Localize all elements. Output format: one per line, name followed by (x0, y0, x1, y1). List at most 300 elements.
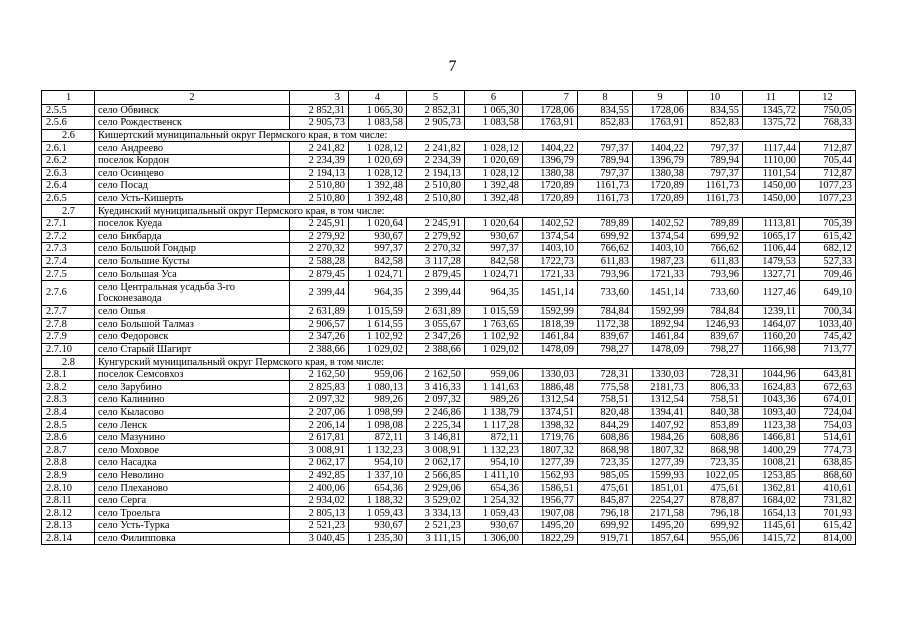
value-cell: 1886,48 (523, 381, 578, 394)
table-row (42, 268, 856, 281)
table-row (42, 431, 856, 444)
value-cell: 797,37 (688, 142, 743, 155)
tariff-table (41, 90, 856, 545)
value-cell: 1077,23 (800, 192, 856, 205)
row-code: 2.8.10 (42, 482, 95, 495)
settlement-name: поселок Куеда (95, 217, 290, 230)
value-cell: 2 225,34 (407, 419, 465, 432)
row-code: 2.5.5 (42, 104, 95, 117)
value-cell: 852,83 (688, 117, 743, 130)
row-code: 2.8.8 (42, 457, 95, 470)
settlement-name: село Федоровск (95, 331, 290, 344)
value-cell: 2 062,17 (290, 457, 349, 470)
value-cell: 2 510,80 (290, 192, 349, 205)
value-cell: 1 080,13 (349, 381, 407, 394)
value-cell: 2 241,82 (407, 142, 465, 155)
section-code: 2.7 (42, 205, 95, 218)
row-code: 2.8.12 (42, 507, 95, 520)
value-cell: 1984,26 (633, 431, 688, 444)
value-cell: 1160,20 (743, 331, 800, 344)
value-cell: 964,35 (349, 280, 407, 305)
section-title: Кунгурский муниципальный округ Пермского края, в том числе: (95, 356, 856, 369)
value-cell: 1720,89 (523, 192, 578, 205)
value-cell: 1106,44 (743, 243, 800, 256)
row-code: 2.7.4 (42, 255, 95, 268)
value-cell: 1 102,92 (349, 331, 407, 344)
value-cell: 1400,29 (743, 444, 800, 457)
settlement-name: село Андреево (95, 142, 290, 155)
value-cell: 672,63 (800, 381, 856, 394)
section-row (42, 205, 856, 218)
value-cell: 793,96 (578, 268, 633, 281)
value-cell: 475,61 (688, 482, 743, 495)
value-cell: 768,33 (800, 117, 856, 130)
value-cell: 615,42 (800, 520, 856, 533)
value-cell: 699,92 (578, 520, 633, 533)
value-cell: 1451,14 (523, 280, 578, 305)
value-cell: 839,67 (578, 331, 633, 344)
value-cell: 2 400,06 (290, 482, 349, 495)
value-cell: 1396,79 (633, 154, 688, 167)
table-row (42, 117, 856, 130)
settlement-name: поселок Семсовхоз (95, 368, 290, 381)
value-cell: 2171,58 (633, 507, 688, 520)
value-cell: 955,06 (688, 532, 743, 545)
value-cell: 701,93 (800, 507, 856, 520)
value-cell: 1 020,69 (465, 154, 523, 167)
value-cell: 2 194,13 (407, 167, 465, 180)
table-row (42, 520, 856, 533)
value-cell: 750,05 (800, 104, 856, 117)
value-cell: 731,82 (800, 494, 856, 507)
value-cell: 1113,81 (743, 217, 800, 230)
table-row (42, 217, 856, 230)
value-cell: 674,01 (800, 394, 856, 407)
value-cell: 2 510,80 (290, 180, 349, 193)
value-cell: 699,92 (688, 520, 743, 533)
row-code: 2.8.9 (42, 469, 95, 482)
value-cell: 712,87 (800, 142, 856, 155)
value-cell: 1145,61 (743, 520, 800, 533)
row-code: 2.6.1 (42, 142, 95, 155)
value-cell: 649,10 (800, 280, 856, 305)
value-cell: 1720,89 (523, 180, 578, 193)
value-cell: 845,87 (578, 494, 633, 507)
value-cell: 964,35 (465, 280, 523, 305)
value-cell: 919,71 (578, 532, 633, 545)
value-cell: 1239,11 (743, 305, 800, 318)
value-cell: 2 206,14 (290, 419, 349, 432)
settlement-name: село Зарубино (95, 381, 290, 394)
value-cell: 712,87 (800, 167, 856, 180)
value-cell: 2 879,45 (407, 268, 465, 281)
value-cell: 1956,77 (523, 494, 578, 507)
value-cell: 514,61 (800, 431, 856, 444)
value-cell: 728,31 (578, 368, 633, 381)
value-cell: 1 411,10 (465, 469, 523, 482)
value-cell: 2 241,82 (290, 142, 349, 155)
value-cell: 1043,36 (743, 394, 800, 407)
value-cell: 1380,38 (633, 167, 688, 180)
value-cell: 997,37 (349, 243, 407, 256)
value-cell: 814,00 (800, 532, 856, 545)
row-code: 2.8.3 (42, 394, 95, 407)
value-cell: 1065,17 (743, 230, 800, 243)
value-cell: 1166,98 (743, 343, 800, 356)
row-code: 2.7.1 (42, 217, 95, 230)
value-cell: 1461,84 (633, 331, 688, 344)
value-cell: 1 117,28 (465, 419, 523, 432)
value-cell: 1161,73 (578, 180, 633, 193)
value-cell: 954,10 (349, 457, 407, 470)
value-cell: 3 334,13 (407, 507, 465, 520)
value-cell: 2 347,26 (290, 331, 349, 344)
value-cell: 1 065,30 (465, 104, 523, 117)
value-cell: 2 852,31 (290, 104, 349, 117)
value-cell: 1 029,02 (349, 343, 407, 356)
row-code: 2.7.5 (42, 268, 95, 281)
value-cell: 1461,84 (523, 331, 578, 344)
value-cell: 1374,54 (523, 230, 578, 243)
settlement-name: село Большая Уса (95, 268, 290, 281)
value-cell: 1450,00 (743, 180, 800, 193)
column-header: 7 (523, 91, 578, 105)
value-cell: 1407,92 (633, 419, 688, 432)
settlement-name: село Мазунино (95, 431, 290, 444)
value-cell: 2 521,23 (407, 520, 465, 533)
value-cell: 1 029,02 (465, 343, 523, 356)
value-cell: 1374,54 (633, 230, 688, 243)
value-cell: 1 132,23 (465, 444, 523, 457)
value-cell: 3 111,15 (407, 532, 465, 545)
value-cell: 1110,00 (743, 154, 800, 167)
value-cell: 699,92 (578, 230, 633, 243)
value-cell: 1 059,43 (465, 507, 523, 520)
table-row (42, 507, 856, 520)
row-code: 2.6.3 (42, 167, 95, 180)
value-cell: 2 934,02 (290, 494, 349, 507)
value-cell: 1 028,12 (465, 167, 523, 180)
settlement-name: село Калинино (95, 394, 290, 407)
settlement-name: село Большой Гондыр (95, 243, 290, 256)
value-cell: 709,46 (800, 268, 856, 281)
value-cell: 2 521,23 (290, 520, 349, 533)
table-row (42, 457, 856, 470)
value-cell: 840,38 (688, 406, 743, 419)
value-cell: 872,11 (465, 431, 523, 444)
value-cell: 1654,13 (743, 507, 800, 520)
table-row (42, 192, 856, 205)
value-cell: 930,67 (465, 520, 523, 533)
row-code: 2.8.13 (42, 520, 95, 533)
value-cell: 1077,23 (800, 180, 856, 193)
value-cell: 3 416,33 (407, 381, 465, 394)
value-cell: 527,33 (800, 255, 856, 268)
value-cell: 789,89 (688, 217, 743, 230)
settlement-name: село Большие Кусты (95, 255, 290, 268)
value-cell: 1722,73 (523, 255, 578, 268)
value-cell: 930,67 (349, 520, 407, 533)
settlement-name: поселок Кордон (95, 154, 290, 167)
value-cell: 797,37 (688, 167, 743, 180)
row-code: 2.8.4 (42, 406, 95, 419)
section-code: 2.6 (42, 129, 95, 142)
value-cell: 1907,08 (523, 507, 578, 520)
value-cell: 2 270,32 (290, 243, 349, 256)
section-row (42, 356, 856, 369)
value-cell: 1 020,64 (465, 217, 523, 230)
value-cell: 654,36 (465, 482, 523, 495)
value-cell: 410,61 (800, 482, 856, 495)
table-row (42, 419, 856, 432)
row-code: 2.8.11 (42, 494, 95, 507)
value-cell: 1404,22 (633, 142, 688, 155)
column-header: 10 (688, 91, 743, 105)
value-cell: 1822,29 (523, 532, 578, 545)
value-cell: 784,84 (578, 305, 633, 318)
value-cell: 2 852,31 (407, 104, 465, 117)
table-row (42, 331, 856, 344)
column-header: 9 (633, 91, 688, 105)
value-cell: 1 028,12 (349, 167, 407, 180)
column-header: 11 (743, 91, 800, 105)
value-cell: 1402,52 (633, 217, 688, 230)
value-cell: 1 392,48 (349, 180, 407, 193)
column-header: 6 (465, 91, 523, 105)
value-cell: 1022,05 (688, 469, 743, 482)
value-cell: 1624,83 (743, 381, 800, 394)
settlement-name: село Филипповка (95, 532, 290, 545)
value-cell: 728,31 (688, 368, 743, 381)
value-cell: 699,92 (688, 230, 743, 243)
table-row (42, 305, 856, 318)
value-cell: 1721,33 (633, 268, 688, 281)
value-cell: 1330,03 (523, 368, 578, 381)
settlement-name: село Большой Талмаз (95, 318, 290, 331)
value-cell: 3 008,91 (290, 444, 349, 457)
value-cell: 3 008,91 (407, 444, 465, 457)
value-cell: 2 234,39 (290, 154, 349, 167)
value-cell: 1362,81 (743, 482, 800, 495)
value-cell: 1720,89 (633, 192, 688, 205)
value-cell: 1277,39 (633, 457, 688, 470)
value-cell: 2 279,92 (407, 230, 465, 243)
value-cell: 611,83 (688, 255, 743, 268)
value-cell: 1 083,58 (465, 117, 523, 130)
value-cell: 1 102,92 (465, 331, 523, 344)
settlement-name: село Усть-Турка (95, 520, 290, 533)
table-row (42, 469, 856, 482)
value-cell: 853,89 (688, 419, 743, 432)
row-code: 2.7.3 (42, 243, 95, 256)
settlement-name: село Насадка (95, 457, 290, 470)
value-cell: 997,37 (465, 243, 523, 256)
value-cell: 1478,09 (523, 343, 578, 356)
settlement-name: село Обвинск (95, 104, 290, 117)
value-cell: 2 162,50 (290, 368, 349, 381)
value-cell: 868,60 (800, 469, 856, 482)
value-cell: 705,39 (800, 217, 856, 230)
value-cell: 682,12 (800, 243, 856, 256)
settlement-name: село Центральная усадьба 3-го Госконезавода (95, 280, 290, 305)
table-row (42, 406, 856, 419)
value-cell: 1 141,63 (465, 381, 523, 394)
value-cell: 1592,99 (523, 305, 578, 318)
table-row (42, 532, 856, 545)
value-cell: 930,67 (349, 230, 407, 243)
value-cell: 1857,64 (633, 532, 688, 545)
value-cell: 2 097,32 (290, 394, 349, 407)
table-row (42, 368, 856, 381)
section-title: Кишертский муниципальный округ Пермского края, в том числе: (95, 129, 856, 142)
value-cell: 2 929,06 (407, 482, 465, 495)
value-cell: 3 040,45 (290, 532, 349, 545)
row-code: 2.5.6 (42, 117, 95, 130)
row-code: 2.6.5 (42, 192, 95, 205)
table-row (42, 104, 856, 117)
value-cell: 1 138,79 (465, 406, 523, 419)
value-cell: 745,42 (800, 331, 856, 344)
value-cell: 1403,10 (523, 243, 578, 256)
value-cell: 1586,51 (523, 482, 578, 495)
value-cell: 1033,40 (800, 318, 856, 331)
value-cell: 1127,46 (743, 280, 800, 305)
row-code: 2.7.9 (42, 331, 95, 344)
value-cell: 789,89 (578, 217, 633, 230)
value-cell: 733,60 (578, 280, 633, 305)
table-row (42, 154, 856, 167)
value-cell: 2 399,44 (407, 280, 465, 305)
value-cell: 839,67 (688, 331, 743, 344)
value-cell: 1450,00 (743, 192, 800, 205)
value-cell: 1403,10 (633, 243, 688, 256)
row-code: 2.7.2 (42, 230, 95, 243)
value-cell: 608,86 (688, 431, 743, 444)
value-cell: 2 399,44 (290, 280, 349, 305)
value-cell: 1312,54 (523, 394, 578, 407)
value-cell: 1728,06 (523, 104, 578, 117)
settlement-name: село Кыласово (95, 406, 290, 419)
value-cell: 1562,93 (523, 469, 578, 482)
value-cell: 1 028,12 (349, 142, 407, 155)
value-cell: 1 083,58 (349, 117, 407, 130)
value-cell: 1807,32 (523, 444, 578, 457)
value-cell: 611,83 (578, 255, 633, 268)
settlement-name: село Старый Шагирт (95, 343, 290, 356)
settlement-name: село Посад (95, 180, 290, 193)
value-cell: 797,37 (578, 167, 633, 180)
value-cell: 806,33 (688, 381, 743, 394)
value-cell: 705,44 (800, 154, 856, 167)
page-number: 7 (448, 58, 457, 75)
value-cell: 1851,01 (633, 482, 688, 495)
value-cell: 774,73 (800, 444, 856, 457)
value-cell: 1 132,23 (349, 444, 407, 457)
row-code: 2.7.10 (42, 343, 95, 356)
value-cell: 1375,72 (743, 117, 800, 130)
value-cell: 1161,73 (688, 192, 743, 205)
value-cell: 2181,73 (633, 381, 688, 394)
value-cell: 3 055,67 (407, 318, 465, 331)
column-header: 5 (407, 91, 465, 105)
value-cell: 1987,23 (633, 255, 688, 268)
value-cell: 796,18 (578, 507, 633, 520)
value-cell: 766,62 (578, 243, 633, 256)
row-code: 2.8.2 (42, 381, 95, 394)
value-cell: 1 059,43 (349, 507, 407, 520)
value-cell: 2 492,85 (290, 469, 349, 482)
value-cell: 654,36 (349, 482, 407, 495)
value-cell: 713,77 (800, 343, 856, 356)
value-cell: 1253,85 (743, 469, 800, 482)
value-cell: 2 388,66 (407, 343, 465, 356)
header-row (42, 91, 856, 105)
settlement-name: село Ленск (95, 419, 290, 432)
value-cell: 2 279,92 (290, 230, 349, 243)
column-header: 3 (290, 91, 349, 105)
value-cell: 1720,89 (633, 180, 688, 193)
value-cell: 758,51 (578, 394, 633, 407)
table-row (42, 280, 856, 305)
table-row (42, 494, 856, 507)
value-cell: 959,06 (465, 368, 523, 381)
value-cell: 2 905,73 (407, 117, 465, 130)
value-cell: 2254,27 (633, 494, 688, 507)
row-code: 2.6.4 (42, 180, 95, 193)
value-cell: 1 098,08 (349, 419, 407, 432)
value-cell: 1451,14 (633, 280, 688, 305)
value-cell: 1374,51 (523, 406, 578, 419)
value-cell: 1599,93 (633, 469, 688, 482)
value-cell: 2 510,80 (407, 192, 465, 205)
value-cell: 1398,32 (523, 419, 578, 432)
value-cell: 868,98 (688, 444, 743, 457)
value-cell: 1 763,65 (465, 318, 523, 331)
row-code: 2.8.7 (42, 444, 95, 457)
table-row (42, 142, 856, 155)
value-cell: 1495,20 (523, 520, 578, 533)
value-cell: 1 024,71 (349, 268, 407, 281)
value-cell: 2 588,28 (290, 255, 349, 268)
value-cell: 2 062,17 (407, 457, 465, 470)
value-cell: 793,96 (688, 268, 743, 281)
value-cell: 784,84 (688, 305, 743, 318)
value-cell: 1044,96 (743, 368, 800, 381)
value-cell: 1161,73 (688, 180, 743, 193)
value-cell: 2 631,89 (407, 305, 465, 318)
value-cell: 954,10 (465, 457, 523, 470)
table-row (42, 318, 856, 331)
value-cell: 2 245,91 (290, 217, 349, 230)
value-cell: 3 529,02 (407, 494, 465, 507)
value-cell: 1277,39 (523, 457, 578, 470)
settlement-name: село Ошья (95, 305, 290, 318)
value-cell: 878,87 (688, 494, 743, 507)
value-cell: 3 146,81 (407, 431, 465, 444)
row-code: 2.7.7 (42, 305, 95, 318)
table-row (42, 381, 856, 394)
value-cell: 2 388,66 (290, 343, 349, 356)
table-row (42, 243, 856, 256)
value-cell: 1807,32 (633, 444, 688, 457)
column-header: 12 (800, 91, 856, 105)
value-cell: 615,42 (800, 230, 856, 243)
value-cell: 2 270,32 (407, 243, 465, 256)
table-row (42, 394, 856, 407)
value-cell: 1763,91 (523, 117, 578, 130)
value-cell: 2 234,39 (407, 154, 465, 167)
value-cell: 1345,72 (743, 104, 800, 117)
